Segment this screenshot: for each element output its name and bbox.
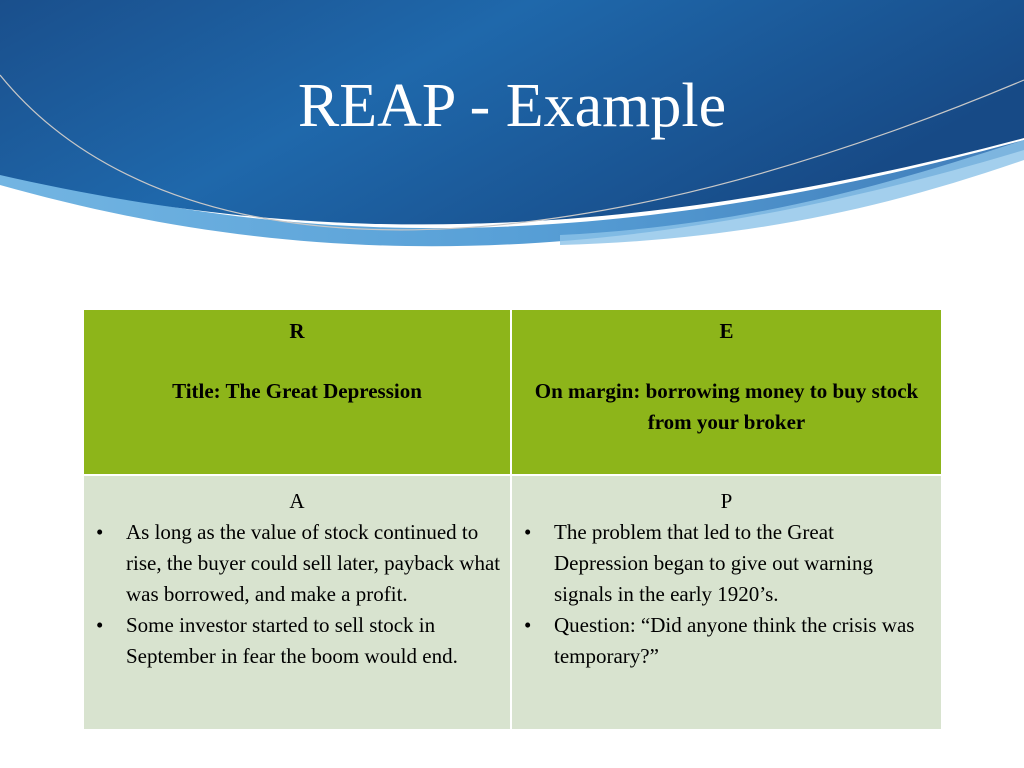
a-bullet-item: • As long as the value of stock continued to rise, the buyer could sell later, payback what was borrowed, and make a profit. xyxy=(92,517,502,610)
a-cell xyxy=(84,474,512,729)
p-letter: P xyxy=(720,489,733,513)
r-letter: R xyxy=(289,319,305,343)
p-bullet-list xyxy=(520,517,933,672)
a-bullet-item: • Some investor started to sell stock in September in fear the boom would end. xyxy=(92,610,502,672)
p-bullet-item: • Question: “Did anyone think the crisis was temporary?” xyxy=(520,610,933,672)
header-background xyxy=(0,0,1024,300)
e-text: On margin: borrowing money to buy stock from your broker xyxy=(534,379,919,434)
r-cell xyxy=(84,310,512,474)
slide-title: REAP - Example xyxy=(297,72,727,140)
a-bullet-list xyxy=(92,517,502,672)
p-cell xyxy=(512,474,941,729)
r-text: Title: The Great Depression xyxy=(172,379,422,403)
e-letter: E xyxy=(719,319,734,343)
p-bullet-item: • The problem that led to the Great Depression began to give out warning signals in the early 1920’s. xyxy=(520,517,933,610)
e-cell xyxy=(512,310,941,474)
a-letter: A xyxy=(289,489,305,513)
reap-table xyxy=(84,310,941,729)
